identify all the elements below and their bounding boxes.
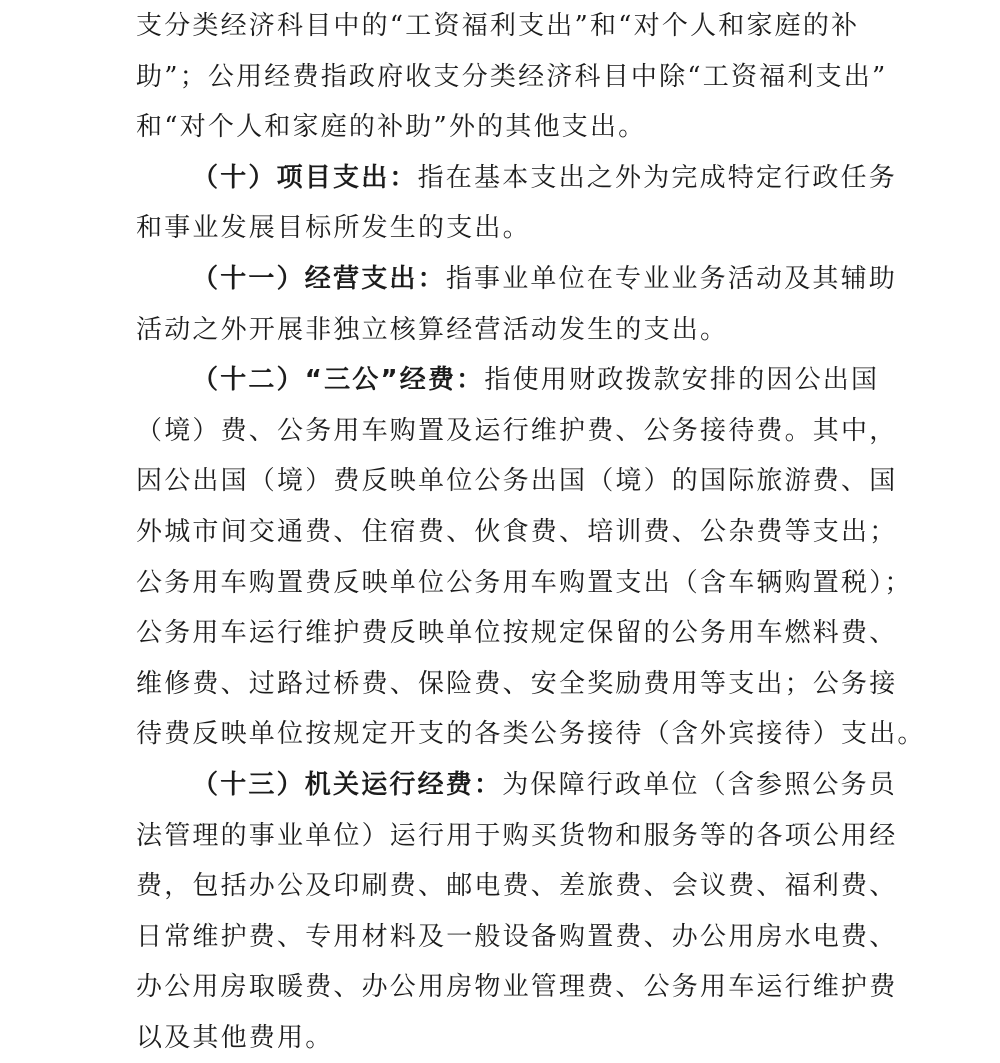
- text-line: 法管理的事业单位）运行用于购买货物和服务等的各项公用经: [136, 820, 898, 851]
- text-line: 因公出国（境）费反映单位公务出国（境）的国际旅游费、国: [136, 466, 898, 497]
- term-definition: 指在基本支出之外为完成特定行政任务: [417, 162, 898, 193]
- text-line: （境）费、公务用车购置及运行维护费、公务接待费。其中，: [136, 415, 898, 446]
- text-line: 公务用车购置费反映单位公务用车购置支出（含车辆购置税）；: [136, 567, 913, 598]
- text-line: 和“对个人和家庭的补助”外的其他支出。: [136, 112, 647, 143]
- term-definition: 指使用财政拨款安排的因公出国: [484, 365, 880, 396]
- paragraph-public-expenses-continued: [136, 1, 896, 153]
- paragraph-project-expenditure: [136, 153, 896, 254]
- text-line: 和事业发展目标所发生的支出。: [136, 213, 531, 244]
- text-line: 待费反映单位按规定开支的各类公务接待（含外宾接待）支出。: [136, 719, 926, 750]
- text-line: 支分类经济科目中的“工资福利支出”和“对个人和家庭的补: [136, 11, 860, 41]
- text-line: 日常维护费、专用材料及一般设备购置费、办公用房水电费、: [136, 921, 898, 952]
- term-definition: 指事业单位在专业业务活动及其辅助: [445, 263, 898, 294]
- text-line: 维修费、过路过桥费、保险费、安全奖励费用等支出；公务接: [136, 668, 898, 699]
- paragraph-agency-operating-funds: [136, 760, 896, 1063]
- text-line: 活动之外开展非独立核算经营活动发生的支出。: [136, 314, 729, 345]
- text-line: 费，包括办公及印刷费、邮电费、差旅费、会议费、福利费、: [136, 871, 898, 902]
- text-line: 公务用车运行维护费反映单位按规定保留的公务用车燃料费、: [136, 618, 898, 649]
- text-line: [136, 760, 896, 811]
- text-line: [136, 153, 896, 204]
- text-line: [136, 254, 896, 305]
- text-line: 助”；公用经费指政府收支分类经济科目中除“工资福利支出”: [136, 61, 888, 92]
- document-page: [136, 0, 926, 1063]
- term-heading: （十三）机关运行经费：: [192, 769, 503, 800]
- paragraph-three-public-expenses: [136, 355, 926, 760]
- text-line: [136, 355, 896, 406]
- text-line: 以及其他费用。: [136, 1022, 334, 1053]
- term-heading: （十一）经营支出：: [192, 263, 446, 294]
- term-heading: （十二）“三公”经费：: [192, 365, 485, 396]
- term-definition: 为保障行政单位（含参照公务员: [502, 769, 898, 800]
- text-line: 外城市间交通费、住宿费、伙食费、培训费、公杂费等支出；: [136, 516, 898, 547]
- paragraph-operating-expenditure: [136, 254, 896, 355]
- term-heading: （十）项目支出：: [192, 162, 418, 193]
- text-line: 办公用房取暖费、办公用房物业管理费、公务用车运行维护费: [136, 972, 898, 1003]
